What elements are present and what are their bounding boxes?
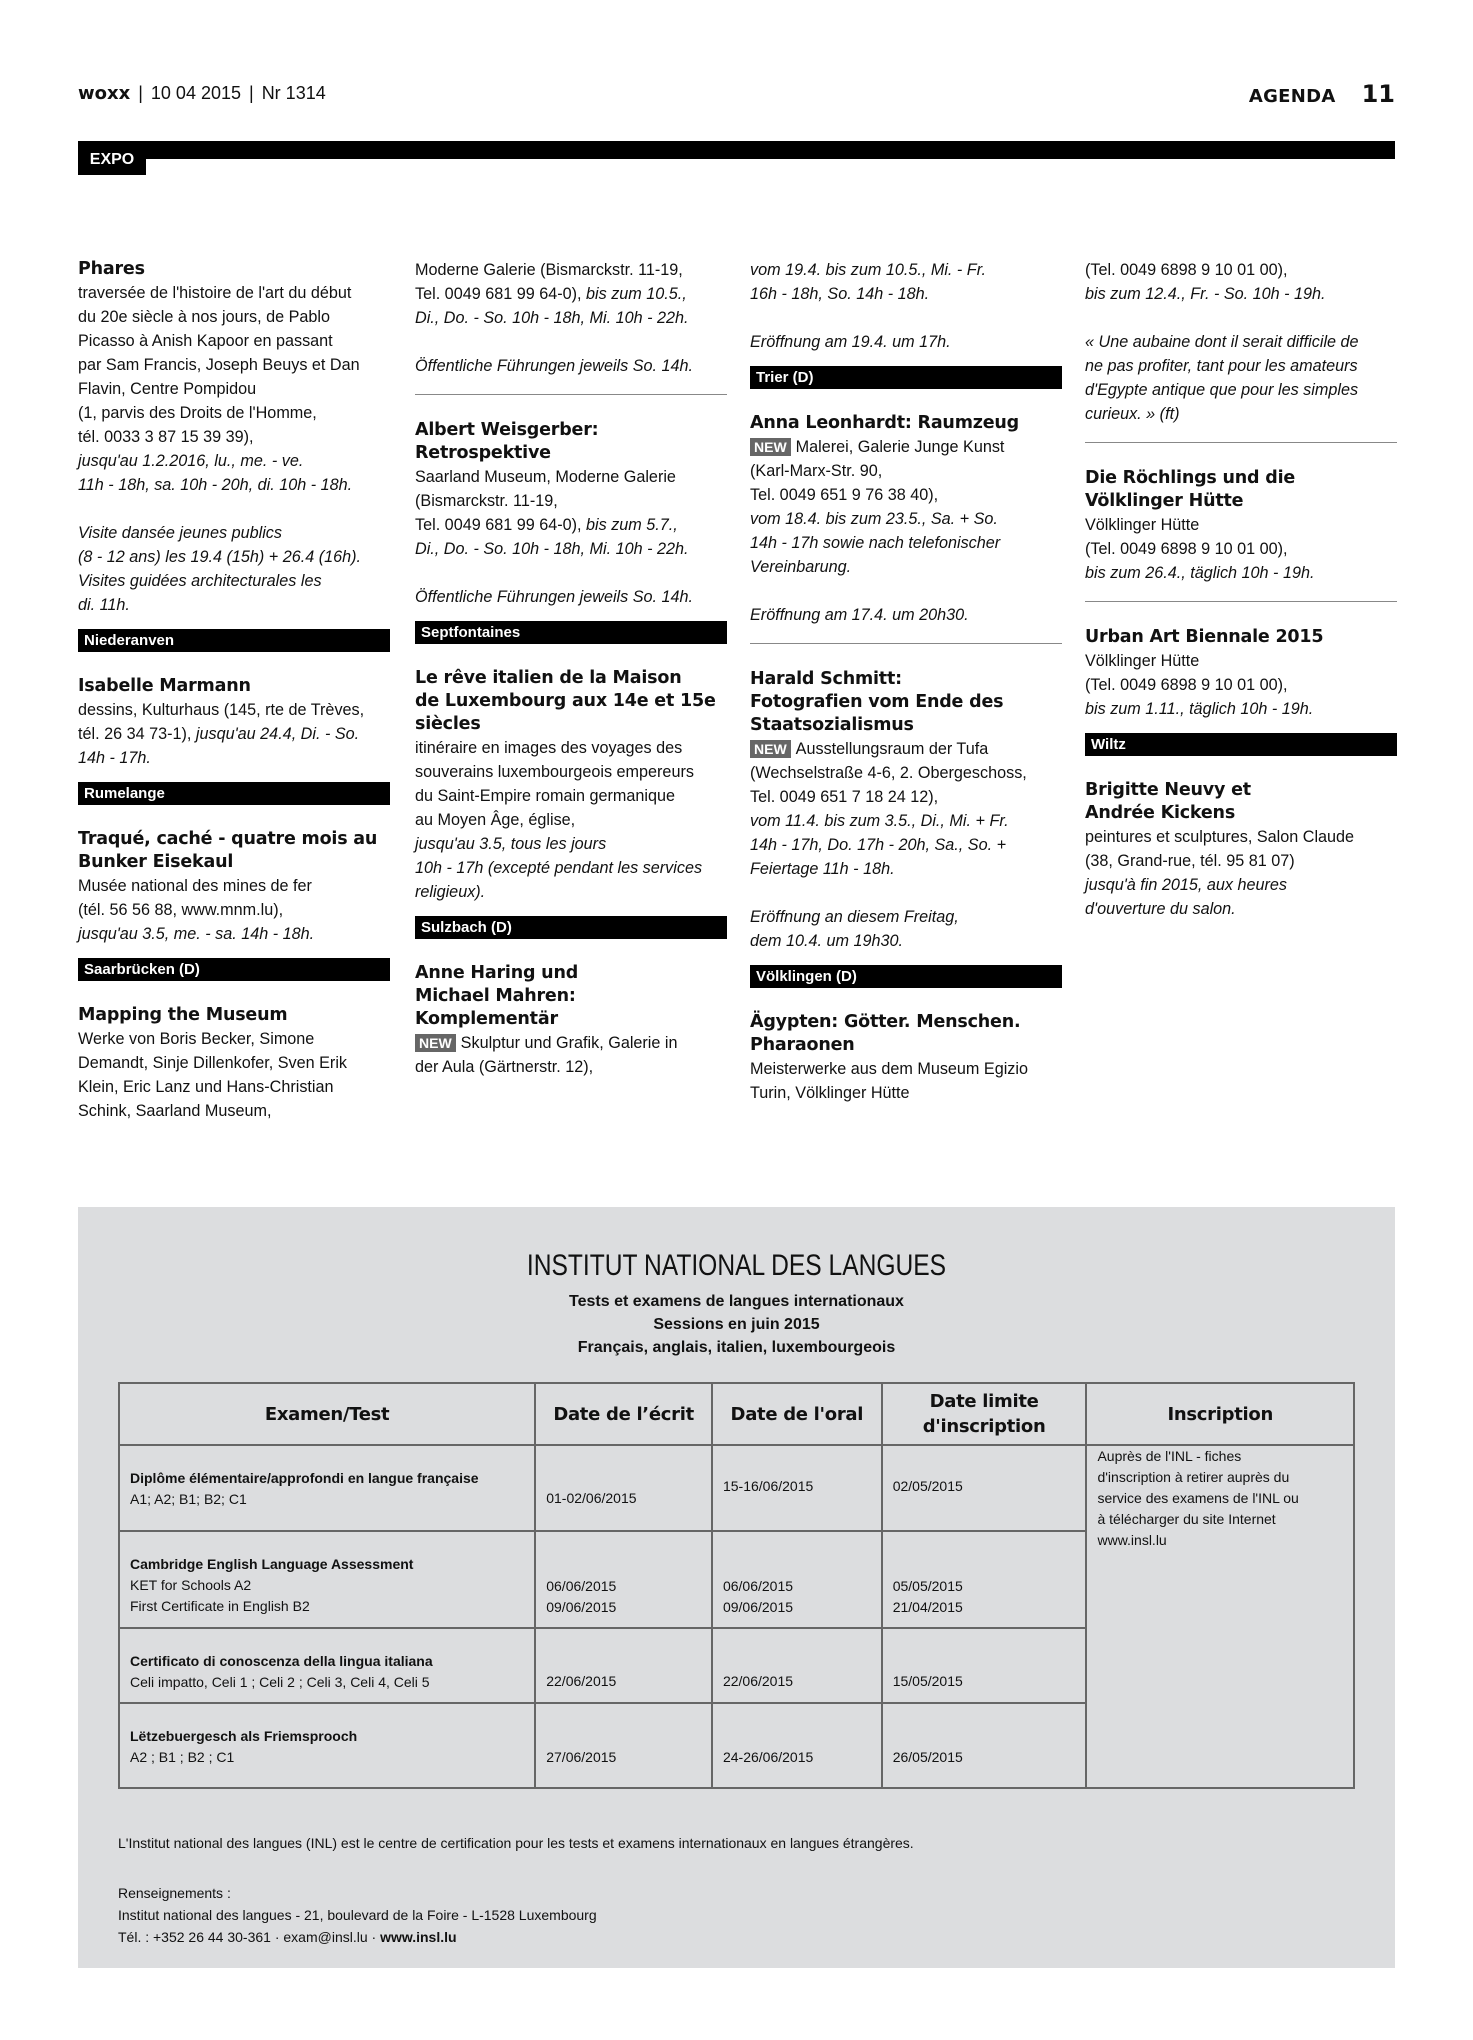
column-2	[415, 258, 727, 1079]
issue-date: 10 04 2015	[150, 83, 241, 103]
new-badge: NEW	[415, 1034, 456, 1052]
listing-phares: Phares traversée de l'histoire de l'art du début du 20e siècle à nos jours, de Pablo Picasso à Anish Kapoor en passant par Sam Francis, Joseph Beuys et Dan Flavin, Centre Pompidou (1, parvis des Droits de l'Homme, tél. 0033 3 87 15 39 39), jusqu'au 1.2.2016, lu., me. - ve. 11h - 18h, sa. 10h - 20h, di. 10h - 18h. Visite dansée jeunes publics (8 - 12 ans) les 19.4 (15h) + 26.4 (16h). Visites guidées architecturales les di. 11h.	[78, 259, 361, 614]
inl-subtitle: Tests et examens de langues internationaux	[569, 1293, 904, 1310]
section-tab-expo: EXPO	[78, 141, 146, 175]
inl-subtitle: Sessions en juin 2015	[653, 1316, 820, 1333]
masthead: woxx | 10 04 2015 | Nr 1314	[78, 83, 326, 104]
exam-table	[118, 1382, 1355, 1789]
column-header-oral: Date de l'oral	[712, 1383, 882, 1445]
listing-neuvy: Brigitte Neuvy et Andrée Kickens peintures et sculptures, Salon Claude (38, Grand-rue, tél. 95 81 07) jusqu'à fin 2015, aux heures d'ouverture du salon.	[1085, 780, 1355, 918]
listing-continued-haring: vom 19.4. bis zum 10.5., Mi. - Fr. 16h - 18h, So. 14h - 18h. Eröffnung am 19.4. um 17h.	[750, 261, 986, 351]
location-rumelange: Rumelange	[78, 782, 390, 805]
inl-address: Institut national des langues - 21, boulevard de la Foire - L-1528 Luxembourg	[118, 1907, 597, 1923]
inl-website[interactable]: www.insl.lu	[380, 1929, 457, 1945]
location-trier: Trier (D)	[750, 366, 1062, 389]
brand: woxx	[78, 83, 131, 104]
inl-subtitle: Français, anglais, italien, luxembourgeois	[577, 1339, 896, 1356]
column-3	[750, 258, 1062, 1105]
divider	[415, 394, 727, 395]
issue-number: Nr 1314	[261, 83, 326, 103]
divider	[750, 643, 1062, 644]
location-saarbruecken: Saarbrücken (D)	[78, 958, 390, 981]
column-4	[1085, 258, 1397, 921]
listing-reve-italien: Le rêve italien de la Maison de Luxembourg aux 14e et 15e siècles itinéraire en images des voyages des souverains luxembourgeois empereurs du Saint-Empire romain germanique au Moyen Âge, église, jusqu'au 3.5, tous les jours 10h - 17h (excepté pendant les services religieux).	[415, 668, 716, 901]
new-badge: NEW	[750, 740, 791, 758]
listing-haring: Anne Haring und Michael Mahren: Komplementär NEW Skulptur und Grafik, Galerie in der Aula (Gärtnerstr. 12),	[415, 963, 678, 1076]
listing-traque: Traqué, caché - quatre mois au Bunker Eisekaul Musée national des mines de fer (tél. 56 56 88, www.mnm.lu), jusqu'au 3.5, me. - sa. 14h - 18h.	[78, 829, 378, 943]
column-1	[78, 258, 390, 1123]
divider	[1085, 601, 1397, 602]
table-row: Lëtzebuergesch als Friemsprooch A2 ; B1 ; B2 ; C1 27/06/2015 24-26/06/2015 26/05/2015	[119, 1703, 1354, 1788]
listing-schmitt: Harald Schmitt: Fotografien vom Ende des Staatsozialismus NEW Ausstellungsraum der Tufa (Wechselstraße 4-6, 2. Obergeschoss, Tel. 0049 651 7 18 24 12), vom 11.4. bis zum 3.5., Di., Mi. + Fr. 14h - 17h, Do. 17h - 20h, Sa., So. + Feiertage 11h - 18h. Eröffnung an diesem Freitag, dem 10.4. um 19h30.	[750, 669, 1027, 950]
inl-website-link[interactable]: www.insl.lu	[1097, 1532, 1167, 1548]
column-header-limite: Date limite d'inscription	[882, 1383, 1087, 1445]
inl-title: INSTITUT NATIONAL DES LANGUES	[526, 1249, 947, 1282]
new-badge: NEW	[750, 438, 791, 456]
listing-leonhardt: Anna Leonhardt: Raumzeug NEW Malerei, Galerie Junge Kunst (Karl-Marx-Str. 90, Tel. 0049 651 9 76 38 40), vom 18.4. bis zum 23.5., Sa. + So. 14h - 17h sowie nach telefonischer Vereinbarung. Eröffnung am 17.4. um 20h30.	[750, 413, 1019, 624]
divider	[1085, 442, 1397, 443]
inl-about: L'Institut national des langues (INL) est le centre de certification pour les tests et examens internationaux en langues étrangères.	[118, 1835, 914, 1851]
section-header	[1249, 80, 1395, 108]
inl-phone-email: Tél. : +352 26 44 30-361 · exam@insl.lu · www.insl.lu	[118, 1929, 457, 1945]
column-header-inscription: Inscription	[1086, 1383, 1354, 1445]
column-header-ecrit: Date de l’écrit	[535, 1383, 712, 1445]
listing-marmann: Isabelle Marmann dessins, Kulturhaus (145, rte de Trèves, tél. 26 34 73-1), jusqu'au 24.4, Di. - So. 14h - 17h.	[78, 676, 365, 767]
table-row: Certificato di conoscenza della lingua italiana Celi impatto, Celi 1 ; Celi 2 ; Celi 3, Celi 4, Celi 5 22/06/2015 22/06/2015 15/05/2015	[119, 1628, 1354, 1703]
listing-continued-mapping: Moderne Galerie (Bismarckstr. 11-19, Tel. 0049 681 99 64-0), bis zum 10.5., Di., Do. - So. 10h - 18h, Mi. 10h - 22h. Öffentliche Führungen jeweils So. 14h.	[415, 261, 694, 375]
location-niederanven: Niederanven	[78, 629, 390, 652]
inl-contact-label: Renseignements :	[118, 1885, 231, 1901]
listing-aegypten: Ägypten: Götter. Menschen. Pharaonen Meisterwerke aus dem Museum Egizio Turin, Völklinger Hütte	[750, 1012, 1028, 1102]
listing-weisgerber: Albert Weisgerber: Retrospektive Saarland Museum, Moderne Galerie (Bismarckstr. 11-19, Tel. 0049 681 99 64-0), bis zum 5.7., Di., Do. - So. 10h - 18h, Mi. 10h - 22h. Öffentliche Führungen jeweils So. 14h.	[415, 420, 694, 606]
inscription-info: Auprès de l'INL - fiches d'inscription à retirer auprès du service des examens de l'INL ou à télécharger du site Internet www.insl.lu	[1086, 1445, 1354, 1788]
column-header-exam: Examen/Test	[119, 1383, 535, 1445]
table-row: Diplôme élémentaire/approfondi en langue française A1; A2; B1; B2; C1 01-02/06/2015 15-16/06/2015 02/05/2015 Auprès de l'INL - fiches d'inscription à retirer auprès du service des examens de l'INL ou à télécharger du site Internet www.insl.lu	[119, 1445, 1354, 1531]
location-septfontaines: Septfontaines	[415, 621, 727, 644]
section-name: AGENDA	[1248, 86, 1336, 107]
section-bar	[78, 141, 1395, 159]
table-row: Cambridge English Language Assessment KET for Schools A2 First Certificate in English B2 06/06/2015 09/06/2015 06/06/2015 09/06/2015 05/05/2015 21/04/2015	[119, 1531, 1354, 1628]
listing-continued-aegypten: (Tel. 0049 6898 9 10 01 00), bis zum 12.4., Fr. - So. 10h - 19h. « Une aubaine dont il serait difficile de ne pas profiter, tant pour les amateurs d'Egypte antique que pour les simples curieux. » (ft)	[1085, 261, 1359, 423]
location-voelklingen: Völklingen (D)	[750, 965, 1062, 988]
page-number: 11	[1361, 80, 1395, 108]
listing-mapping: Mapping the Museum Werke von Boris Becker, Simone Demandt, Sinje Dillenkofer, Sven Erik Klein, Eric Lanz und Hans-Christian Schink, Saarland Museum,	[78, 1005, 348, 1120]
location-wiltz: Wiltz	[1085, 733, 1397, 756]
table-header-row	[119, 1383, 1354, 1445]
inl-advertisement	[78, 1207, 1395, 1968]
listing-urban-art: Urban Art Biennale 2015 Völklinger Hütte (Tel. 0049 6898 9 10 01 00), bis zum 1.11., täglich 10h - 19h.	[1085, 627, 1324, 718]
listing-roechlings: Die Röchlings und die Völklinger Hütte Völklinger Hütte (Tel. 0049 6898 9 10 01 00), bis zum 26.4., täglich 10h - 19h.	[1085, 468, 1315, 582]
location-sulzbach: Sulzbach (D)	[415, 916, 727, 939]
